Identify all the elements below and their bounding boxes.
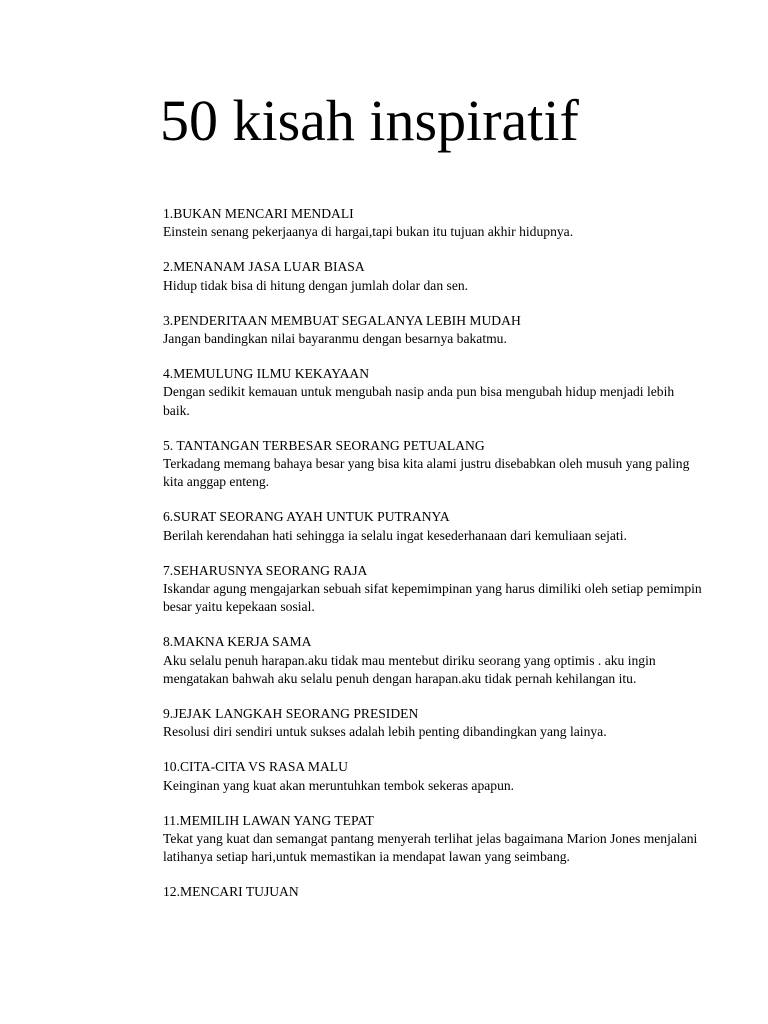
story-heading: 10.CITA-CITA VS RASA MALU xyxy=(163,759,348,775)
story-body: Hidup tidak bisa di hitung dengan jumlah dolar dan sen. xyxy=(163,277,469,293)
story-heading: 9.JEJAK LANGKAH SEORANG PRESIDEN xyxy=(163,706,419,722)
document-title: 50 kisah inspiratif xyxy=(160,88,579,153)
story-item xyxy=(163,633,703,688)
story-heading: 1.BUKAN MENCARI MENDALI xyxy=(163,206,354,221)
story-heading: 2.MENANAM JASA LUAR BIASA xyxy=(163,259,365,275)
story-body: Einstein senang pekerjaanya di hargai,tapi bukan itu tujuan akhir hidupnya. xyxy=(163,224,574,240)
story-list xyxy=(163,205,703,919)
story-item xyxy=(163,812,703,867)
story-item xyxy=(163,562,703,617)
story-body: Tekat yang kuat dan semangat pantang menyerah terlihat jelas bagaimana Marion Jones menjalani latihanya setiap hari,untuk memastikan ia mendapat lawan yang seimbang. xyxy=(163,831,698,865)
story-body: Terkadang memang bahaya besar yang bisa kita alami justru disebabkan oleh musuh yang paling kita anggap enteng. xyxy=(163,456,690,490)
story-heading: 3.PENDERITAAN MEMBUAT SEGALANYA LEBIH MUDAH xyxy=(163,312,521,328)
story-item xyxy=(163,205,703,241)
story-body: Keinginan yang kuat akan meruntuhkan tembok sekeras apapun. xyxy=(163,777,515,793)
story-body: Iskandar agung mengajarkan sebuah sifat kepemimpinan yang harus dimiliki oleh setiap pemimpin besar yaitu kepekaan sosial. xyxy=(163,581,702,615)
story-body: Jangan bandingkan nilai bayaranmu dengan besarnya bakatmu. xyxy=(163,331,507,347)
story-item xyxy=(163,312,703,348)
story-heading: 8.MAKNA KERJA SAMA xyxy=(163,634,312,650)
story-item xyxy=(163,705,703,741)
story-heading: 4.MEMULUNG ILMU KEKAYAAN xyxy=(163,366,370,382)
story-heading: 6.SURAT SEORANG AYAH UNTUK PUTRANYA xyxy=(163,509,450,525)
story-heading: 12.MENCARI TUJUAN xyxy=(163,884,299,900)
story-body: Berilah kerendahan hati sehingga ia selalu ingat kesederhanaan dari kemuliaan sejati. xyxy=(163,527,627,543)
story-heading: 11.MEMILIH LAWAN YANG TEPAT xyxy=(163,812,374,828)
story-heading: 7.SEHARUSNYA SEORANG RAJA xyxy=(163,562,368,578)
story-item xyxy=(163,508,703,544)
story-item xyxy=(163,883,703,901)
story-item xyxy=(163,437,703,492)
story-item xyxy=(163,365,703,420)
story-item xyxy=(163,258,703,294)
story-heading: 5. TANTANGAN TERBESAR SEORANG PETUALANG xyxy=(163,437,485,453)
story-body: Resolusi diri sendiri untuk sukses adalah lebih penting dibandingkan yang lainya. xyxy=(163,724,607,740)
story-item xyxy=(163,758,703,794)
story-body: Dengan sedikit kemauan untuk mengubah nasip anda pun bisa mengubah hidup menjadi lebih baik. xyxy=(163,384,675,418)
story-body: Aku selalu penuh harapan.aku tidak mau mentebut diriku seorang yang optimis . aku ingin mengatakan bahwah aku selalu penuh dengan harapan.aku tidak pernah kehilangan itu. xyxy=(163,652,656,686)
